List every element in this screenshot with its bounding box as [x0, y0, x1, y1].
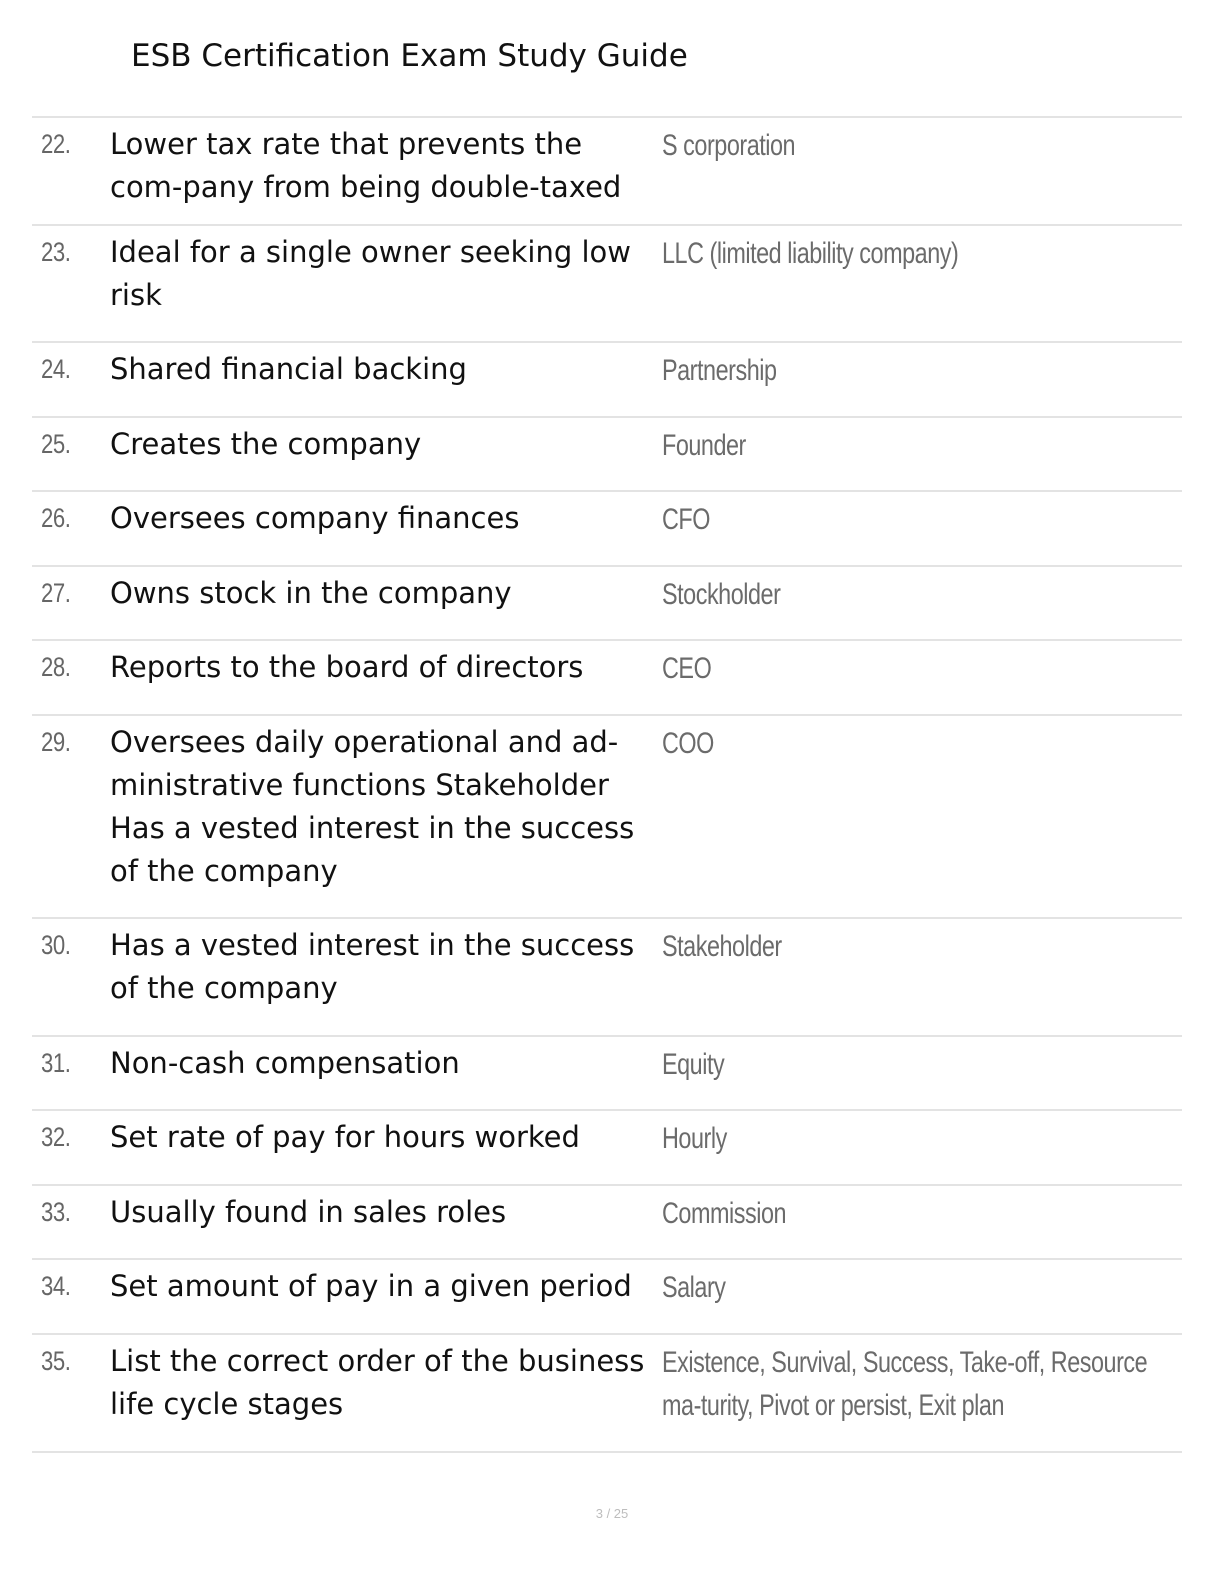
table-row: [32, 641, 1182, 716]
table-row: [32, 716, 1182, 919]
item-question: Set amount of pay in a given period: [110, 1269, 632, 1303]
item-number: 26.: [41, 503, 71, 533]
page-title: ESB Certification Exam Study Guide: [131, 38, 688, 74]
item-question: Owns stock in the company: [110, 576, 512, 610]
item-answer: Founder: [662, 429, 746, 462]
table-row: [32, 1186, 1182, 1260]
item-answer: Salary: [662, 1271, 726, 1304]
item-question: Ideal for a single owner seeking low risk: [110, 235, 631, 312]
item-answer: S corporation: [662, 129, 796, 162]
item-question: Creates the company: [110, 427, 422, 461]
item-answer: Existence, Survival, Success, Take-off, Resource ma-turity, Pivot or persist, Exit plan: [662, 1346, 1148, 1422]
item-question: Oversees company finances: [110, 501, 520, 535]
item-question: Lower tax rate that prevents the com-pany from being double-taxed: [110, 127, 622, 204]
item-number: 35.: [41, 1346, 71, 1376]
item-answer: COO: [662, 727, 714, 760]
item-answer: CFO: [662, 503, 710, 536]
table-row: [32, 1335, 1182, 1453]
table-row: [32, 492, 1182, 567]
item-answer: Hourly: [662, 1122, 727, 1155]
table-row: [32, 1260, 1182, 1335]
page-number: 3 / 25: [595, 1506, 629, 1521]
item-number: 24.: [41, 354, 71, 384]
item-number: 23.: [41, 237, 71, 267]
item-question: Has a vested interest in the success of the company: [110, 928, 635, 1005]
item-number: 34.: [41, 1271, 71, 1301]
item-answer: Stockholder: [662, 578, 781, 611]
item-question: Set rate of pay for hours worked: [110, 1120, 580, 1154]
table-row: [32, 1037, 1182, 1111]
table-row: [32, 343, 1182, 418]
item-number: 32.: [41, 1122, 71, 1152]
table-row: [32, 418, 1182, 492]
item-number: 30.: [41, 930, 71, 960]
item-question: Usually found in sales roles: [110, 1195, 507, 1229]
table-row: [32, 919, 1182, 1037]
item-number: 29.: [41, 727, 71, 757]
item-answer: Partnership: [662, 354, 777, 387]
item-question: Reports to the board of directors: [110, 650, 584, 684]
table-row: [32, 1111, 1182, 1186]
item-answer: LLC (limited liability company): [662, 237, 959, 270]
item-number: 28.: [41, 652, 71, 682]
item-number: 27.: [41, 578, 71, 608]
item-question: List the correct order of the business life cycle stages: [110, 1344, 645, 1421]
item-question: Oversees daily operational and ad-ministrative functions Stakeholder Has a vested interest in the success of the company: [110, 725, 635, 888]
item-question: Non-cash compensation: [110, 1046, 460, 1080]
item-question: Shared financial backing: [110, 352, 467, 386]
item-number: 31.: [41, 1048, 71, 1078]
item-number: 22.: [41, 129, 71, 159]
item-number: 25.: [41, 429, 71, 459]
study-guide-table: [32, 116, 1182, 1453]
item-number: 33.: [41, 1197, 71, 1227]
table-row: [32, 226, 1182, 343]
table-row: [32, 567, 1182, 641]
table-row: [32, 118, 1182, 226]
item-answer: Stakeholder: [662, 930, 782, 963]
item-answer: Equity: [662, 1048, 725, 1081]
item-answer: CEO: [662, 652, 712, 685]
item-answer: Commission: [662, 1197, 787, 1230]
